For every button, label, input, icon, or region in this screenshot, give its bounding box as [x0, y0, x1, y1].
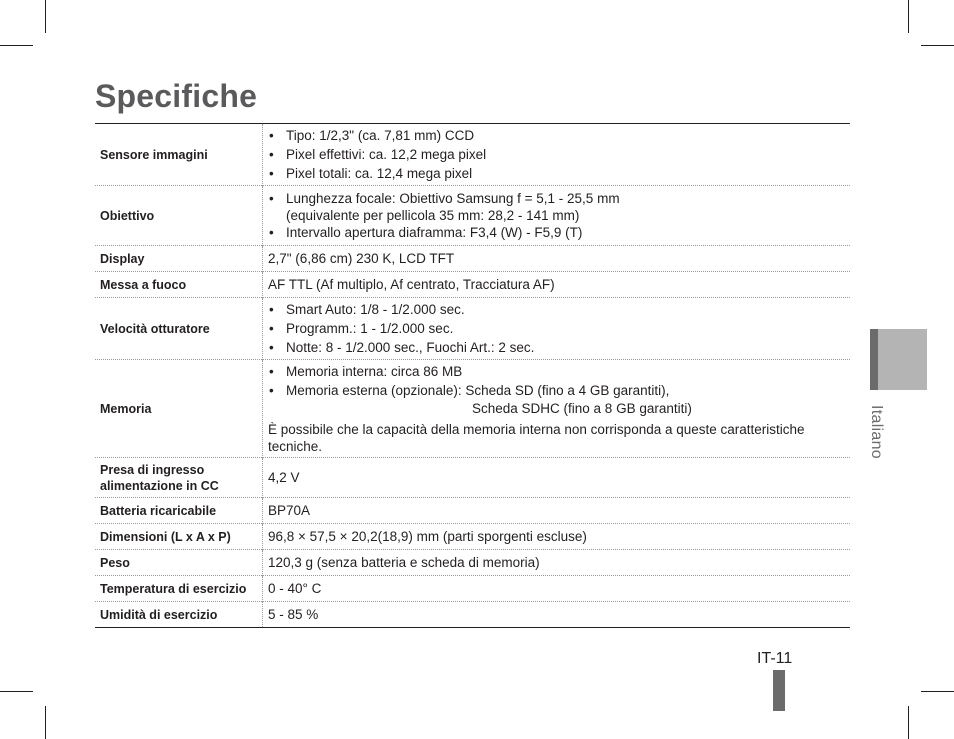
list-item: • Pixel totali: ca. 12,4 mega pixel — [268, 164, 850, 183]
table-row — [95, 458, 850, 498]
row-label: Sensore immagini — [95, 124, 263, 186]
list-item: • Programm.: 1 - 1/2.000 sec. — [268, 319, 850, 338]
crop-mark — [921, 691, 954, 692]
table-row — [95, 498, 850, 524]
list-item-text: Lunghezza focale: Obiettivo Samsung f = 5,1 - 25,5 mm — [286, 191, 620, 206]
specs-table — [95, 123, 850, 628]
list-item-subtext: Scheda SDHC (fino a 8 GB garantiti) — [472, 401, 692, 416]
row-value: 4,2 V — [263, 458, 851, 498]
list-item-text: Memoria esterna (opzionale): Scheda SD (fino a 4 GB garantiti), — [286, 383, 670, 398]
row-value: 2,7" (6,86 cm) 230 K, LCD TFT — [263, 246, 851, 272]
list-item: • Intervallo apertura diaframma: F3,4 (W) - F5,9 (T) — [268, 223, 850, 242]
table-row — [95, 360, 850, 458]
row-label: Presa di ingresso alimentazione in CC — [95, 458, 263, 498]
language-label: Italiano — [868, 405, 885, 459]
table-row — [95, 186, 850, 246]
row-label: Umidità di esercizio — [95, 602, 263, 628]
bullet-list — [268, 187, 850, 244]
table-row — [95, 124, 850, 186]
crop-mark — [908, 706, 909, 739]
row-value — [263, 298, 851, 360]
row-value — [263, 360, 851, 458]
bullet-list — [268, 298, 850, 359]
list-item — [268, 381, 850, 418]
row-value: 5 - 85 % — [263, 602, 851, 628]
row-label: Dimensioni (L x A x P) — [95, 524, 263, 550]
table-row — [95, 272, 850, 298]
row-value: 96,8 × 57,5 × 20,2(18,9) mm (parti sporgenti escluse) — [263, 524, 851, 550]
table-row — [95, 246, 850, 272]
row-value: 0 - 40° C — [263, 576, 851, 602]
page-number-bar — [773, 670, 785, 711]
row-label: Display — [95, 246, 263, 272]
side-tab-accent — [870, 329, 878, 390]
row-value: AF TTL (Af multiplo, Af centrato, Tracciatura AF) — [263, 272, 851, 298]
crop-mark — [921, 45, 954, 46]
table-row — [95, 576, 850, 602]
page-title: Specifiche — [95, 78, 258, 114]
list-item: • Pixel effettivi: ca. 12,2 mega pixel — [268, 145, 850, 164]
crop-mark — [908, 0, 909, 33]
language-side-tab — [870, 329, 927, 390]
bullet-list — [268, 360, 850, 420]
list-item: • Notte: 8 - 1/2.000 sec., Fuochi Art.: 2 sec. — [268, 338, 850, 357]
crop-mark — [45, 0, 46, 33]
row-label: Peso — [95, 550, 263, 576]
table-row — [95, 550, 850, 576]
list-item: • Memoria interna: circa 86 MB — [268, 362, 850, 381]
row-value — [263, 124, 851, 186]
row-label: Messa a fuoco — [95, 272, 263, 298]
row-value — [263, 186, 851, 246]
row-label: Obiettivo — [95, 186, 263, 246]
list-item-subtext: (equivalente per pellicola 35 mm: 28,2 - 141 mm) — [286, 208, 580, 223]
table-row — [95, 602, 850, 628]
table-row — [95, 298, 850, 360]
list-item: • Smart Auto: 1/8 - 1/2.000 sec. — [268, 300, 850, 319]
row-label: Memoria — [95, 360, 263, 458]
row-value: 120,3 g (senza batteria e scheda di memoria) — [263, 550, 851, 576]
row-label: Temperatura di esercizio — [95, 576, 263, 602]
row-label: Batteria ricaricabile — [95, 498, 263, 524]
crop-mark — [0, 691, 33, 692]
memory-note: È possibile che la capacità della memoria interna non corrisponda a queste caratteristiche tecniche. — [268, 422, 805, 454]
crop-mark — [45, 706, 46, 739]
list-item: • Tipo: 1/2,3" (ca. 7,81 mm) CCD — [268, 126, 850, 145]
bullet-list — [268, 124, 850, 185]
crop-mark — [0, 45, 33, 46]
row-value: BP70A — [263, 498, 851, 524]
page-number: IT-11 — [757, 650, 793, 667]
list-item — [268, 189, 850, 223]
row-label: Velocità otturatore — [95, 298, 263, 360]
table-row — [95, 524, 850, 550]
